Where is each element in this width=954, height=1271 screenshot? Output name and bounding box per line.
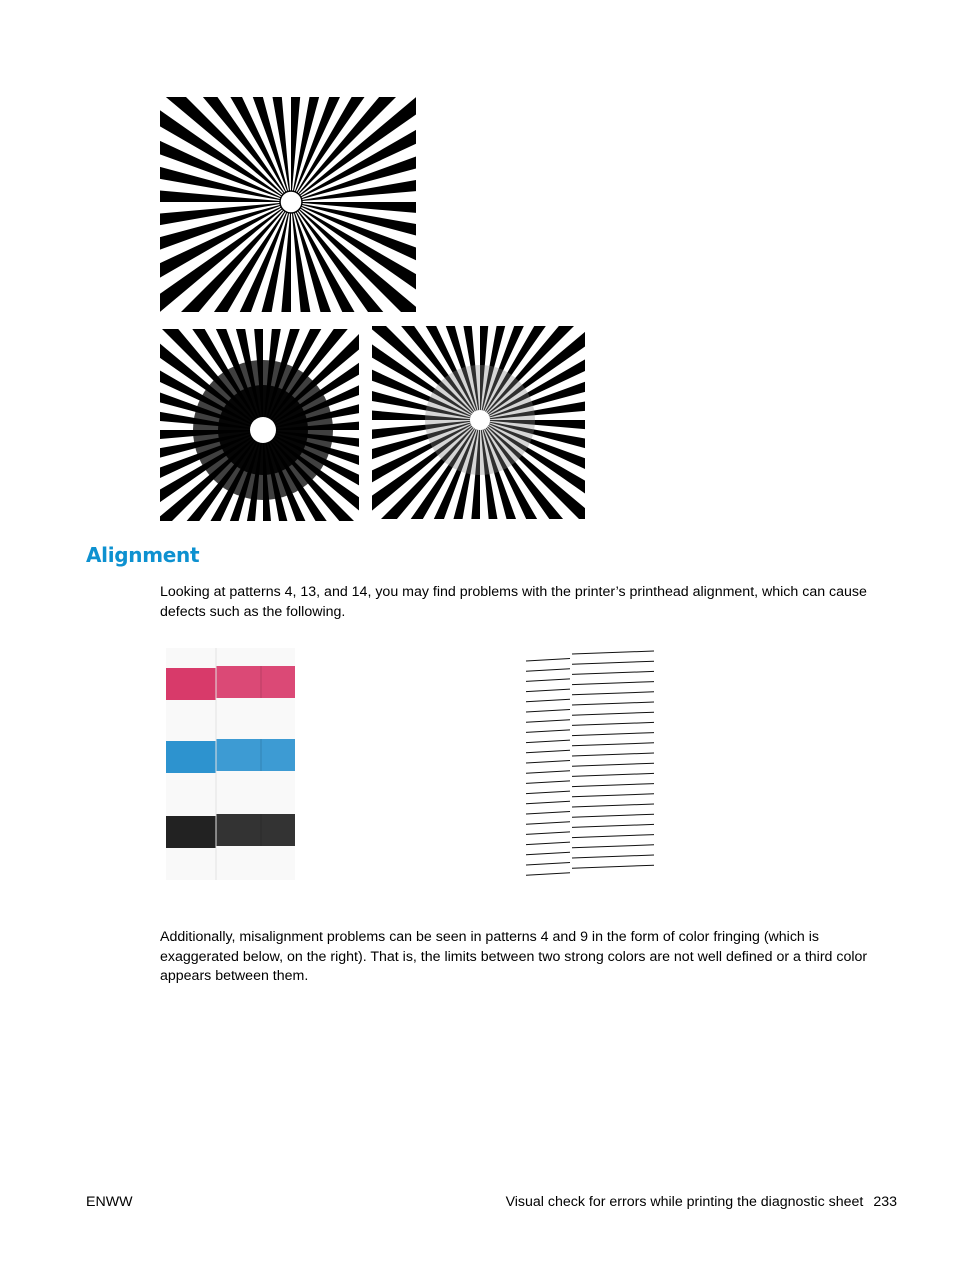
footer-right — [506, 1193, 897, 1212]
fringing-paragraph: Additionally, misalignment problems can be seen in patterns 4 and 9 in the form of color fringing (which is exaggerated below, on the right). That is, the limits between two strong colors are not well defined or a third color appears between them. — [160, 929, 868, 984]
page-number: 233 — [873, 1194, 897, 1210]
star-pattern-reference — [160, 97, 416, 312]
star-pattern-grainy — [372, 326, 585, 519]
intro-paragraph: Looking at patterns 4, 13, and 14, you may find problems with the printer’s printhead alignment, which can cause defects such as the following. — [160, 584, 867, 620]
misaligned-line-pattern — [524, 647, 656, 881]
star-pattern-overinked — [160, 329, 359, 521]
misaligned-color-bands — [166, 648, 295, 880]
section-heading: Alignment — [86, 543, 200, 567]
footer-left: ENWW — [86, 1194, 133, 1210]
footer-title: Visual check for errors while printing the diagnostic sheet — [505, 1194, 864, 1210]
